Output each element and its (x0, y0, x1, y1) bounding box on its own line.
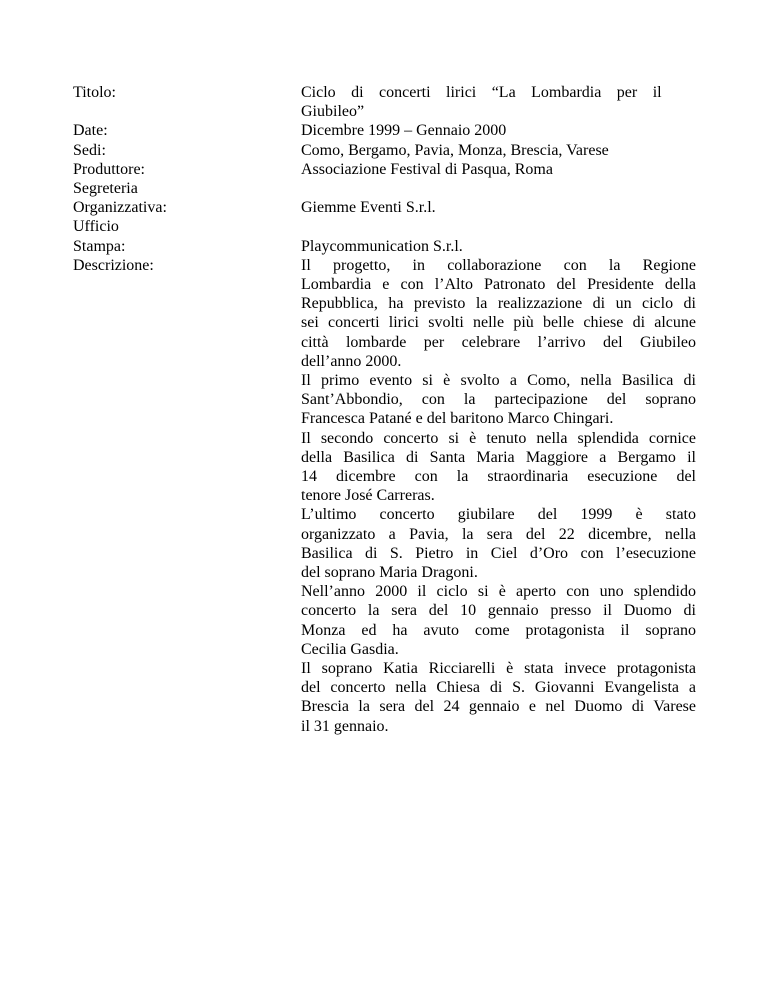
descrizione-line: Il progetto, in collaborazione con la Regione (301, 256, 696, 274)
descrizione-line: tenore José Carreras. (301, 487, 435, 505)
descrizione-line: Il soprano Katia Ricciarelli è stata invece protagonista (301, 660, 696, 678)
label-titolo: Titolo: (73, 84, 116, 101)
descrizione-line: organizzato a Pavia, la sera del 22 dicembre, nella (301, 525, 696, 543)
value-ufficio-stampa: Playcommunication S.r.l. (301, 237, 463, 255)
descrizione-line: Nell’anno 2000 il ciclo si è aperto con uno splendido (301, 583, 696, 601)
descrizione-line: Il secondo concerto si è tenuto nella splendida cornice (301, 429, 696, 447)
descrizione-line: città lombarde per celebrare l’arrivo del Giubileo (301, 333, 696, 351)
descrizione-line: Basilica di S. Pietro in Ciel d’Oro con l’esecuzione (301, 544, 696, 562)
value-titolo-line-1: Ciclo di concerti lirici “La Lombardia per il (301, 84, 662, 101)
descrizione-line: concerto la sera del 10 gennaio presso il Duomo di (301, 602, 696, 620)
label-organizzativa: Organizzativa: (73, 199, 167, 217)
descrizione-line: L’ultimo concerto giubilare del 1999 è stato (301, 506, 696, 524)
descrizione-paragraphs (301, 256, 696, 736)
descrizione-line: del soprano Maria Dragoni. (301, 564, 478, 582)
label-sedi: Sedi: (73, 141, 106, 159)
descrizione-line: Brescia la sera del 24 gennaio e nel Duomo di Varese (301, 698, 696, 716)
label-date: Date: (73, 122, 108, 140)
value-produttore: Associazione Festival di Pasqua, Roma (301, 160, 553, 178)
field-values-column (301, 83, 696, 736)
descrizione-line: sei concerti lirici svolti nelle più belle chiese di alcune (301, 314, 696, 332)
label-segreteria: Segreteria (73, 180, 138, 197)
descrizione-line: del concerto nella Chiesa di S. Giovanni Evangelista a (301, 679, 696, 697)
label-ufficio: Ufficio (73, 218, 119, 236)
descrizione-line: Repubblica, ha previsto la realizzazione di un ciclo di (301, 295, 696, 313)
descrizione-line: il 31 gennaio. (301, 717, 389, 735)
descrizione-line: Cecilia Gasdia. (301, 640, 399, 658)
descrizione-line: dell’anno 2000. (301, 352, 402, 370)
value-sedi: Como, Bergamo, Pavia, Monza, Brescia, Varese (301, 141, 609, 159)
descrizione-line: Francesca Patané e del baritono Marco Chingari. (301, 410, 614, 428)
value-segreteria-organizzativa: Giemme Eventi S.r.l. (301, 199, 436, 217)
value-titolo-line-2: Giubileo” (301, 103, 365, 121)
value-date: Dicembre 1999 – Gennaio 2000 (301, 122, 507, 140)
label-stampa: Stampa: (73, 237, 126, 255)
field-labels-column (73, 83, 273, 275)
descrizione-line: Il primo evento si è svolto a Como, nella Basilica di (301, 372, 696, 390)
descrizione-line: della Basilica di Santa Maria Maggiore a Bergamo il (301, 448, 696, 466)
label-produttore: Produttore: (73, 160, 145, 178)
descrizione-line: Lombardia e con l’Alto Patronato del Presidente della (301, 276, 696, 293)
label-descrizione: Descrizione: (73, 256, 154, 274)
descrizione-line: Monza ed ha avuto come protagonista il soprano (301, 621, 696, 639)
descrizione-line: Sant’Abbondio, con la partecipazione del soprano (301, 391, 696, 409)
descrizione-line: 14 dicembre con la straordinaria esecuzione del (301, 468, 696, 486)
